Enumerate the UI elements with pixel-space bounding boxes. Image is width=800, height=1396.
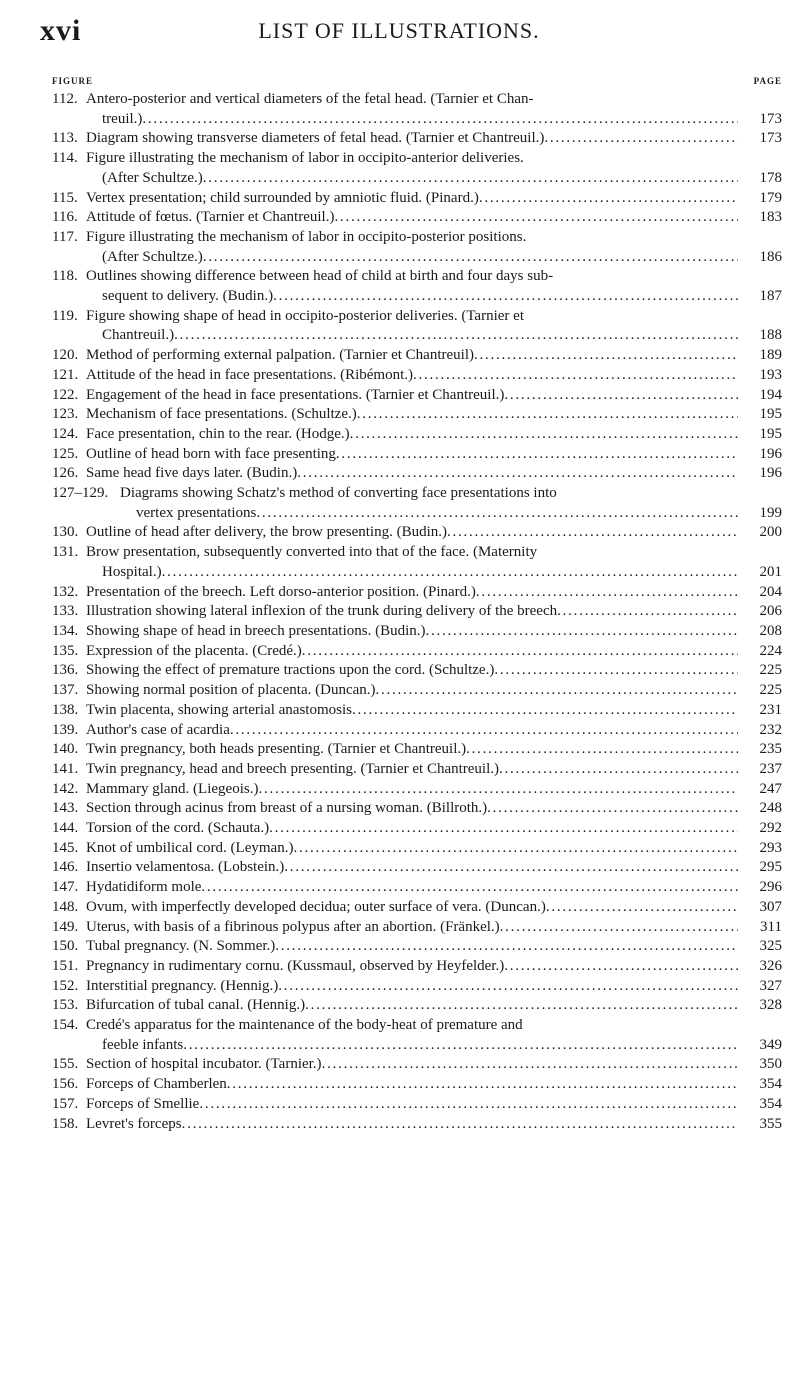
list-item <box>52 878 782 898</box>
list-item <box>52 149 782 188</box>
list-item <box>52 661 782 681</box>
figure-number: 125. <box>52 445 79 462</box>
list-item <box>52 189 782 209</box>
figure-number: 139. <box>52 721 79 738</box>
dot-leader <box>162 563 738 583</box>
caption-text: Engagement of the head in face presentations. (Tarnier et Chantreuil.) <box>86 386 505 403</box>
page-reference: 307 <box>759 898 782 915</box>
figure-number: 127–129. <box>52 485 109 502</box>
list-item <box>52 523 782 543</box>
list-item <box>52 701 782 721</box>
illustration-list <box>52 90 782 1134</box>
dot-leader <box>293 839 738 859</box>
figure-number: 133. <box>52 603 79 620</box>
figure-number: 118. <box>52 268 78 285</box>
list-item <box>52 1075 782 1095</box>
caption-text: Twin pregnancy, head and breech presenting. (Tarnier et Chantreuil.) <box>86 760 500 777</box>
caption-text: Diagrams showing Schatz's method of converting face presentations into <box>120 485 557 502</box>
list-item <box>52 464 782 484</box>
caption-text: treuil.) <box>102 110 143 127</box>
caption-text: (After Schultze.) <box>102 248 203 265</box>
list-item <box>52 425 782 445</box>
dot-leader <box>269 819 738 839</box>
figure-number: 144. <box>52 820 79 837</box>
page-reference: 196 <box>759 465 782 482</box>
list-item <box>52 957 782 977</box>
caption-text: Showing the effect of premature tractions upon the cord. (Schultze.) <box>86 662 495 679</box>
page-reference: 237 <box>759 760 782 777</box>
caption-text: Pregnancy in rudimentary cornu. (Kussmaul, observed by Heyfelder.) <box>86 957 505 974</box>
figure-number: 115. <box>52 189 78 206</box>
figure-number: 135. <box>52 642 79 659</box>
list-item <box>52 602 782 622</box>
page-reference: 201 <box>759 563 782 580</box>
caption-text: Outline of head born with face presenting <box>86 445 336 462</box>
dot-leader <box>447 523 738 543</box>
figure-number: 131. <box>52 544 79 561</box>
list-item <box>52 129 782 149</box>
list-item <box>52 386 782 406</box>
list-item <box>52 898 782 918</box>
figure-number: 142. <box>52 780 79 797</box>
dot-leader <box>302 642 738 662</box>
caption-text: Section of hospital incubator. (Tarnier.) <box>86 1056 322 1073</box>
caption-text: Attitude of fœtus. (Tarnier et Chantreuil.) <box>86 209 335 226</box>
figure-number: 126. <box>52 465 79 482</box>
figure-number: 156. <box>52 1076 79 1093</box>
dot-leader <box>199 1095 738 1115</box>
dot-leader <box>142 110 738 130</box>
dot-leader <box>557 602 738 622</box>
figure-number: 132. <box>52 583 79 600</box>
page-reference: 296 <box>759 879 782 896</box>
running-title: LIST OF ILLUSTRATIONS. <box>258 18 540 43</box>
caption-text: Expression of the placenta. (Credé.) <box>86 642 302 659</box>
dot-leader <box>476 583 738 603</box>
dot-leader <box>350 425 738 445</box>
dot-leader <box>336 445 738 465</box>
figure-number: 153. <box>52 997 79 1014</box>
figure-number: 143. <box>52 800 79 817</box>
caption-text: Outlines showing difference between head of child at birth and four days sub- <box>86 268 554 285</box>
page-reference: 225 <box>759 682 782 699</box>
caption-text: Same head five days later. (Budin.) <box>86 465 298 482</box>
list-item <box>52 583 782 603</box>
figure-number: 138. <box>52 701 79 718</box>
dot-leader <box>546 898 738 918</box>
dot-leader <box>466 740 738 760</box>
column-headings <box>52 76 782 90</box>
dot-leader <box>504 957 738 977</box>
list-item <box>52 760 782 780</box>
figure-number: 136. <box>52 662 79 679</box>
page-reference: 231 <box>759 701 782 718</box>
page-reference: 199 <box>759 504 782 521</box>
list-item <box>52 346 782 366</box>
figure-number: 116. <box>52 209 78 226</box>
dot-leader <box>275 937 738 957</box>
page-reference: 327 <box>759 977 782 994</box>
page-reference: 178 <box>759 169 782 186</box>
dot-leader <box>174 326 738 346</box>
caption-text: Hospital.) <box>102 563 162 580</box>
dot-leader <box>426 622 739 642</box>
list-item <box>52 799 782 819</box>
figure-number: 123. <box>52 406 79 423</box>
figure-number: 147. <box>52 879 79 896</box>
page-reference: 355 <box>759 1115 782 1132</box>
list-item <box>52 996 782 1016</box>
caption-text: Levret's forceps <box>86 1115 182 1132</box>
caption-text: Figure illustrating the mechanism of labor in occipito-anterior deliveries. <box>86 150 524 167</box>
dot-leader <box>203 169 738 189</box>
list-item <box>52 642 782 662</box>
list-item <box>52 90 782 129</box>
dot-leader <box>357 405 738 425</box>
figure-number: 121. <box>52 366 79 383</box>
list-item <box>52 819 782 839</box>
caption-text: Section through acinus from breast of a nursing woman. (Billroth.) <box>86 800 488 817</box>
caption-text: Vertex presentation; child surrounded by amniotic fluid. (Pinard.) <box>86 189 479 206</box>
caption-text: Interstitial pregnancy. (Hennig.) <box>86 977 279 994</box>
list-item <box>52 937 782 957</box>
caption-text: Showing normal position of placenta. (Duncan.) <box>86 682 376 699</box>
dot-leader <box>413 366 738 386</box>
caption-text: Twin placenta, showing arterial anastomosis <box>86 701 352 718</box>
dot-leader <box>474 346 738 366</box>
figure-number: 124. <box>52 425 79 442</box>
page-reference: 173 <box>759 110 782 127</box>
list-item <box>52 208 782 228</box>
caption-text: Credé's apparatus for the maintenance of the body-heat of premature and <box>86 1017 523 1034</box>
caption-text: Diagram showing transverse diameters of fetal head. (Tarnier et Chantreuil.) <box>86 130 545 147</box>
list-item <box>52 858 782 878</box>
list-item <box>52 977 782 997</box>
figure-number: 154. <box>52 1017 79 1034</box>
figure-number: 149. <box>52 918 79 935</box>
page-reference: 295 <box>759 859 782 876</box>
page-reference: 349 <box>759 1036 782 1053</box>
caption-text: Method of performing external palpation. (Tarnier et Chantreuil) <box>86 347 474 364</box>
page-reference: 204 <box>759 583 782 600</box>
page-reference: 248 <box>759 800 782 817</box>
page-reference: 193 <box>759 366 782 383</box>
caption-text: Forceps of Chamberlen <box>86 1076 227 1093</box>
figure-number: 145. <box>52 839 79 856</box>
page-reference: 224 <box>759 642 782 659</box>
caption-text: Twin pregnancy, both heads presenting. (Tarnier et Chantreuil.) <box>86 741 467 758</box>
list-item <box>52 405 782 425</box>
dot-leader <box>256 504 738 524</box>
page-reference: 311 <box>760 918 782 935</box>
list-item <box>52 228 782 267</box>
figure-number: 151. <box>52 957 79 974</box>
caption-text: Insertio velamentosa. (Lobstein.) <box>86 859 285 876</box>
list-item <box>52 445 782 465</box>
page-number-roman: xvi <box>40 14 82 47</box>
page-reference: 325 <box>759 938 782 955</box>
figure-column-head: FIGURE <box>52 76 94 86</box>
page-reference: 188 <box>759 327 782 344</box>
list-item <box>52 681 782 701</box>
page-header <box>40 6 758 46</box>
page-reference: 328 <box>759 997 782 1014</box>
list-item <box>52 267 782 306</box>
page-column-head: PAGE <box>753 76 782 86</box>
list-item <box>52 918 782 938</box>
caption-text: Tubal pregnancy. (N. Sommer.) <box>86 938 276 955</box>
caption-text: Antero-posterior and vertical diameters of the fetal head. (Tarnier et Chan- <box>86 91 534 107</box>
list-item <box>52 366 782 386</box>
caption-text: feeble infants <box>102 1036 184 1053</box>
figure-number: 152. <box>52 977 79 994</box>
page-reference: 326 <box>759 957 782 974</box>
list-item <box>52 1055 782 1075</box>
page-reference: 183 <box>759 209 782 226</box>
dot-leader <box>322 1055 738 1075</box>
list-item <box>52 622 782 642</box>
list-item <box>52 484 782 523</box>
figure-number: 146. <box>52 859 79 876</box>
list-item <box>52 721 782 741</box>
caption-text: Presentation of the breech. Left dorso-anterior position. (Pinard.) <box>86 583 476 600</box>
caption-text: Uterus, with basis of a fibrinous polypus after an abortion. (Fränkel.) <box>86 918 500 935</box>
page-reference: 196 <box>759 445 782 462</box>
caption-text: Mechanism of face presentations. (Schultze.) <box>86 406 357 423</box>
dot-leader <box>284 858 738 878</box>
dot-leader <box>352 701 738 721</box>
list-item <box>52 307 782 346</box>
page-reference: 208 <box>759 622 782 639</box>
dot-leader <box>500 918 738 938</box>
figure-number: 114. <box>52 150 78 167</box>
page-reference: 354 <box>759 1095 782 1112</box>
dot-leader <box>227 1075 738 1095</box>
caption-text: (After Schultze.) <box>102 169 203 186</box>
caption-text: Author's case of acardia <box>86 721 230 738</box>
dot-leader <box>278 977 738 997</box>
figure-number: 141. <box>52 760 79 777</box>
figure-number: 130. <box>52 524 79 541</box>
dot-leader <box>182 1115 738 1135</box>
dot-leader <box>258 780 738 800</box>
page-reference: 232 <box>759 721 782 738</box>
caption-text: Attitude of the head in face presentations. (Ribémont.) <box>86 366 413 383</box>
figure-number: 134. <box>52 622 79 639</box>
page-reference: 179 <box>759 189 782 206</box>
dot-leader <box>544 129 738 149</box>
dot-leader <box>487 799 738 819</box>
caption-text: Chantreuil.) <box>102 327 175 344</box>
caption-text: Bifurcation of tubal canal. (Hennig.) <box>86 997 306 1014</box>
list-item <box>52 1115 782 1135</box>
page-reference: 200 <box>759 524 782 541</box>
page-reference: 235 <box>759 741 782 758</box>
figure-number: 155. <box>52 1056 79 1073</box>
caption-text: Brow presentation, subsequently converted into that of the face. (Maternity <box>86 544 538 561</box>
figure-number: 113. <box>52 130 78 147</box>
caption-text: Figure showing shape of head in occipito-posterior deliveries. (Tarnier et <box>86 307 524 324</box>
caption-text: Illustration showing lateral inflexion of the trunk during delivery of the breech <box>86 603 558 620</box>
dot-leader <box>230 721 738 741</box>
page-reference: 225 <box>759 662 782 679</box>
caption-text: Outline of head after delivery, the brow presenting. (Budin.) <box>86 524 447 541</box>
figure-number: 157. <box>52 1095 79 1112</box>
dot-leader <box>273 287 738 307</box>
dot-leader <box>334 208 738 228</box>
caption-text: Knot of umbilical cord. (Leyman.) <box>86 839 294 856</box>
figure-number: 119. <box>52 307 78 324</box>
figure-number: 112. <box>52 91 78 107</box>
list-item <box>52 780 782 800</box>
caption-text: Hydatidiform mole <box>86 879 202 896</box>
caption-text: Forceps of Smellie <box>86 1095 200 1112</box>
caption-text: sequent to delivery. (Budin.) <box>102 288 274 305</box>
caption-text: Mammary gland. (Liegeois.) <box>86 780 259 797</box>
list-item <box>52 1095 782 1115</box>
dot-leader <box>499 760 738 780</box>
dot-leader <box>479 189 738 209</box>
dot-leader <box>201 878 738 898</box>
figure-number: 122. <box>52 386 79 403</box>
caption-text: Face presentation, chin to the rear. (Hodge.) <box>86 425 350 442</box>
page-reference: 194 <box>759 386 782 403</box>
list-item <box>52 740 782 760</box>
caption-text: Showing shape of head in breech presentations. (Budin.) <box>86 622 426 639</box>
caption-text: Torsion of the cord. (Schauta.) <box>86 820 270 837</box>
dot-leader <box>183 1036 738 1056</box>
page-reference: 247 <box>759 780 782 797</box>
list-item <box>52 839 782 859</box>
dot-leader <box>494 661 738 681</box>
dot-leader <box>305 996 738 1016</box>
figure-number: 117. <box>52 228 78 245</box>
figure-number: 158. <box>52 1115 79 1132</box>
figure-number: 120. <box>52 347 79 364</box>
caption-text: vertex presentations <box>136 504 257 521</box>
figure-number: 140. <box>52 741 79 758</box>
page-reference: 187 <box>759 288 782 305</box>
list-item <box>52 543 782 582</box>
dot-leader <box>504 386 738 406</box>
page-reference: 206 <box>759 603 782 620</box>
caption-text: Figure illustrating the mechanism of labor in occipito-posterior positions. <box>86 228 527 245</box>
caption-text: Ovum, with imperfectly developed decidua; outer surface of vera. (Duncan.) <box>86 898 546 915</box>
list-item <box>52 1016 782 1055</box>
page-reference: 293 <box>759 839 782 856</box>
page-reference: 292 <box>759 820 782 837</box>
page-reference: 195 <box>759 406 782 423</box>
page-reference: 354 <box>759 1076 782 1093</box>
dot-leader <box>203 248 738 268</box>
page-reference: 189 <box>759 347 782 364</box>
page-reference: 350 <box>759 1056 782 1073</box>
page-reference: 186 <box>759 248 782 265</box>
figure-number: 137. <box>52 682 79 699</box>
dot-leader <box>376 681 738 701</box>
page-reference: 195 <box>759 425 782 442</box>
page-reference: 173 <box>759 130 782 147</box>
dot-leader <box>297 464 738 484</box>
figure-number: 150. <box>52 938 79 955</box>
figure-number: 148. <box>52 898 79 915</box>
